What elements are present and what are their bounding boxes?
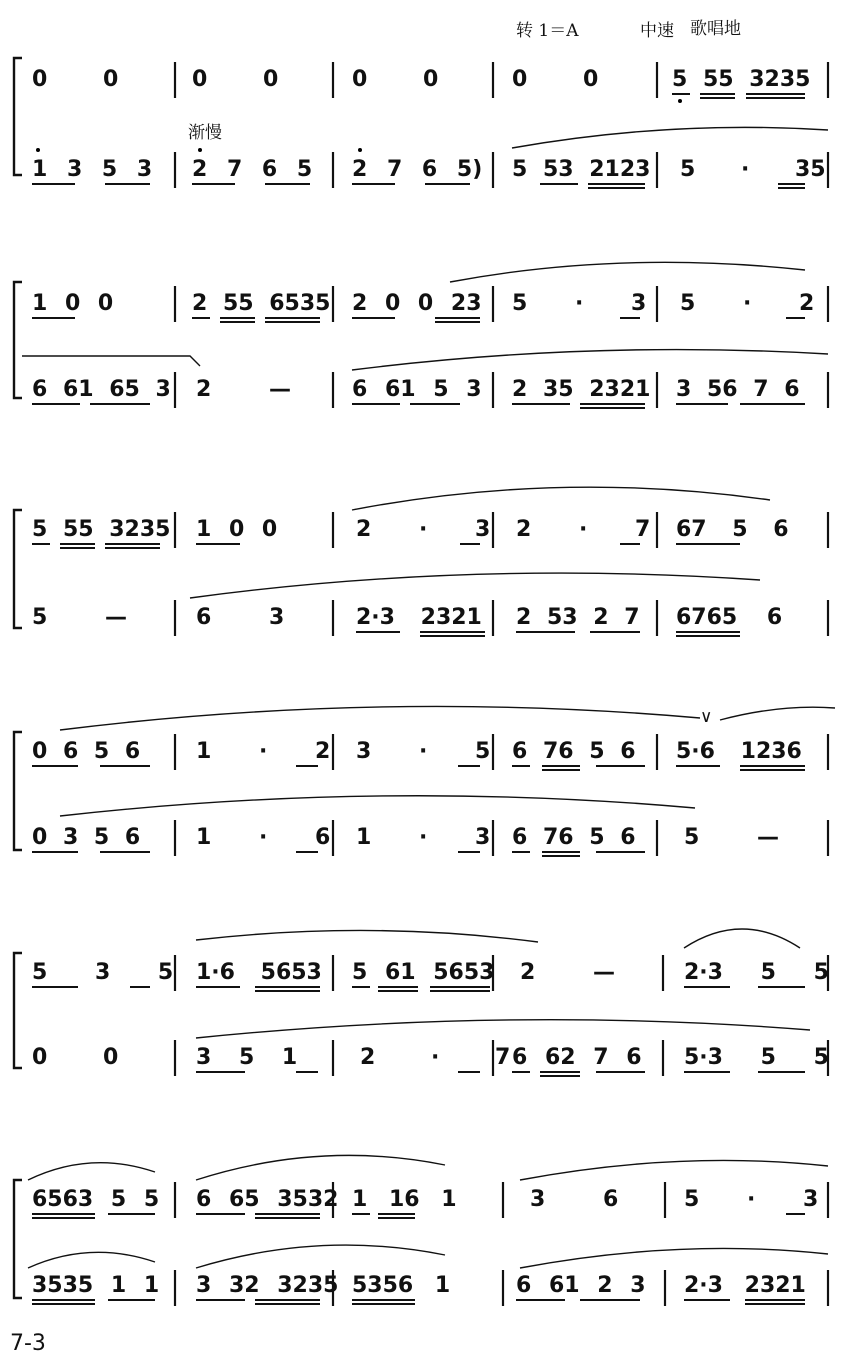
measure-5-3-upper: 5 61 5653 — [352, 960, 495, 985]
measure-4-4-upper: 6 76 5 6 — [512, 739, 636, 764]
system-bracket — [14, 953, 22, 1068]
measure-3-5-upper: 67 5 6 — [676, 517, 789, 542]
measure-3-3-upper: 2 · 3 — [356, 517, 491, 542]
measure-6-1-upper: 6563 5 5 — [32, 1187, 160, 1212]
measure-4-1-upper: 0 6 5 6 — [32, 739, 141, 764]
measure-6-2-upper: 6 65 3532 — [196, 1187, 339, 1212]
measure-4-3-lower: 1 · 3 — [356, 825, 491, 850]
measure-1-4-lower: 5 53 2123 — [512, 157, 651, 182]
measure-3-2-lower: 6 3 — [196, 605, 285, 630]
ritardando-marking: 渐慢 — [188, 123, 222, 143]
measure-1-1-lower: 1 3 5 3 — [32, 157, 153, 182]
measure-3-1-upper: 5 55 3235 — [32, 517, 171, 542]
measure-5-1-upper: 5 3 5 — [32, 960, 174, 985]
measure-5-5-upper: 2·3 5 5 — [684, 960, 829, 985]
measure-3-1-lower: 5 — — [32, 605, 127, 630]
measure-5-2-upper: 1·6 5653 — [196, 960, 322, 985]
measure-4-4-lower: 6 76 5 6 — [512, 825, 636, 850]
measure-1-2-upper: 0 0 — [192, 67, 279, 92]
staff-lower — [32, 157, 826, 182]
measure-2-3-lower: 6 61 5 3 — [352, 377, 482, 402]
page-number: 7-3 — [10, 1331, 46, 1356]
measure-4-3-upper: 3 · 5 — [356, 739, 491, 764]
system-3 — [14, 487, 828, 636]
measure-1-5-lower: 5 · 35 — [680, 157, 826, 182]
measure-1-3-lower: 2 7 6 5) — [352, 157, 483, 182]
measure-2-2-lower: 2 — — [196, 377, 291, 402]
tempo-marking: 中速 — [640, 21, 674, 41]
measure-6-3-lower: 5356 1 — [352, 1273, 451, 1298]
svg-text:∨: ∨ — [700, 707, 713, 727]
measure-2-5-upper: 5 · 2 — [680, 291, 815, 316]
measure-2-5-lower: 3 56 7 6 — [676, 377, 800, 402]
measure-3-4-lower: 2 53 2 7 — [516, 605, 640, 630]
system-5 — [14, 929, 829, 1076]
measure-2-3-upper: 2 0 0 23 — [352, 291, 482, 316]
measure-4-5-upper: 5·6 1236 — [676, 739, 802, 764]
measure-6-5-upper: 5 · 3 — [684, 1187, 819, 1212]
measure-6-1-lower: 3535 1 1 — [32, 1273, 160, 1298]
measure-2-1-upper: 1 0 0 — [32, 291, 114, 316]
measure-5-2-lower: 3 5 1 — [196, 1045, 298, 1070]
measure-5-4-upper: 2 — — [520, 960, 615, 985]
measure-3-5-lower: 6765 6 — [676, 605, 783, 630]
measure-4-2-upper: 1 · 2 — [196, 739, 331, 764]
measure-1-4-upper: 0 0 — [512, 67, 599, 92]
system-bracket — [14, 510, 22, 628]
measure-6-3-upper: 1 16 1 — [352, 1187, 457, 1212]
measure-5-4-lower: 6 62 7 6 — [512, 1045, 642, 1070]
measure-3-2-upper: 1 0 0 — [196, 517, 278, 542]
measure-2-1-lower: 6 61 65 3 — [32, 377, 171, 402]
system-bracket — [14, 58, 22, 175]
measure-1-1-upper: 0 0 — [32, 67, 119, 92]
measure-6-2-lower: 3 32 3235 — [196, 1273, 339, 1298]
measure-5-3-lower: 2 · 7 — [360, 1045, 511, 1070]
measure-2-4-lower: 2 35 2321 — [512, 377, 651, 402]
system-bracket — [14, 732, 22, 850]
measure-6-4-lower: 6 61 2 3 — [516, 1273, 646, 1298]
key-change-marking: 转 1＝A — [516, 21, 579, 41]
measure-6-5-lower: 2·3 2321 — [684, 1273, 806, 1298]
measure-5-1-lower: 0 0 — [32, 1045, 119, 1070]
system-4 — [14, 706, 835, 856]
system-2 — [14, 262, 828, 408]
measure-4-1-lower: 0 3 5 6 — [32, 825, 141, 850]
measure-4-2-lower: 1 · 6 — [196, 825, 331, 850]
measure-2-4-upper: 5 · 3 — [512, 291, 647, 316]
measure-4-5-lower: 5 — — [684, 825, 779, 850]
measure-6-4-upper: 3 6 — [530, 1187, 619, 1212]
system-1 — [14, 58, 828, 188]
staff-upper — [32, 67, 810, 92]
measure-1-5-upper: 5 55 3235 — [672, 67, 811, 92]
system-6 — [14, 1155, 828, 1306]
measure-1-3-upper: 0 0 — [352, 67, 439, 92]
system-bracket — [14, 282, 22, 398]
performance-direction: 歌唱地 — [690, 19, 741, 39]
system-bracket — [14, 1180, 22, 1298]
measure-2-2-upper: 2 55 6535 — [192, 291, 331, 316]
measure-3-4-upper: 2 · 7 — [516, 517, 651, 542]
measure-5-5-lower: 5·3 5 5 — [684, 1045, 829, 1070]
measure-1-2-lower: 2 7 6 5 — [192, 157, 313, 182]
measure-3-3-lower: 2·3 2321 — [356, 605, 482, 630]
